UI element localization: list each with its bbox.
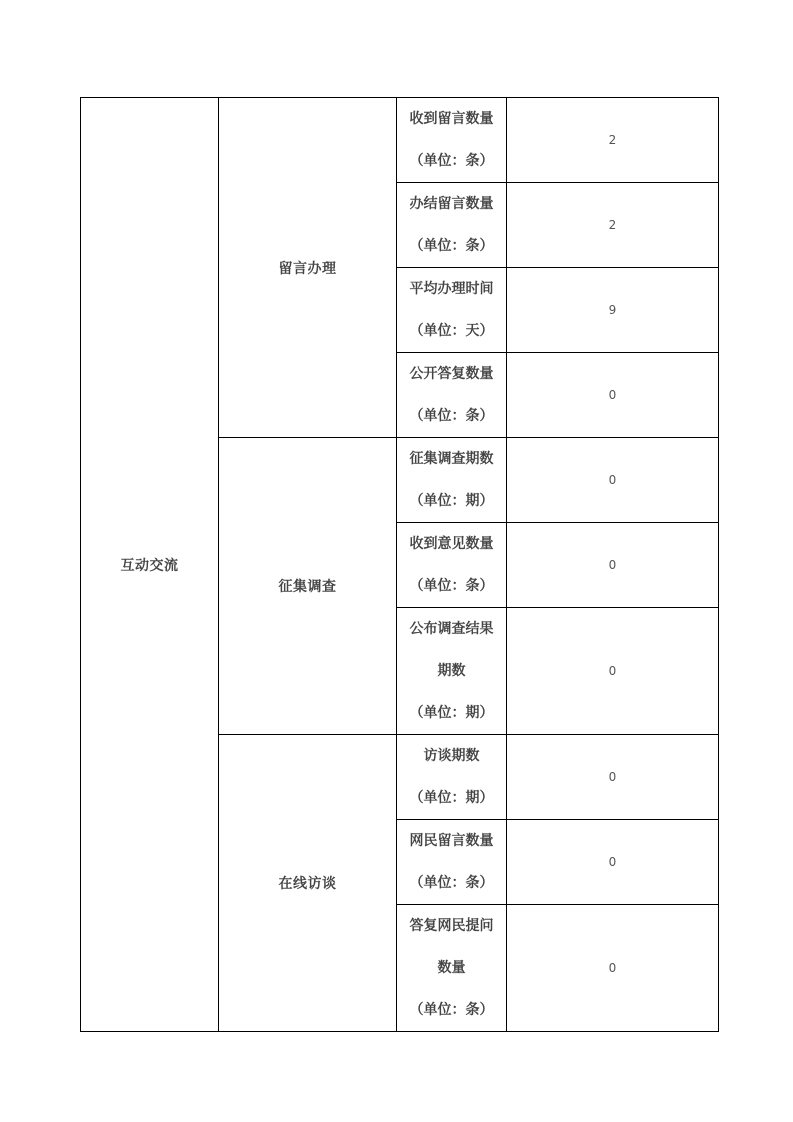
- item-label-cell: [397, 353, 507, 438]
- item-label-cell: [397, 98, 507, 183]
- group-label: 在线访谈: [278, 876, 337, 892]
- item-label-line: 办结留言数量: [409, 196, 494, 212]
- item-label-line: 征集调查期数: [409, 451, 494, 467]
- item-label-line: 数量: [437, 960, 466, 976]
- item-unit-line: （单位：条）: [409, 153, 494, 169]
- table-row: [81, 98, 719, 183]
- item-unit-line: （单位：期）: [409, 493, 494, 509]
- item-label-cell: [397, 183, 507, 268]
- item-label-cell: [397, 820, 507, 905]
- item-label-line: 网民留言数量: [409, 833, 494, 849]
- item-label-line: 收到意见数量: [409, 536, 494, 552]
- item-label-line: 答复网民提问: [409, 918, 494, 934]
- item-label-cell: [397, 523, 507, 608]
- item-label-cell: [397, 268, 507, 353]
- value-cell: 2: [507, 183, 719, 268]
- item-unit-line: （单位：条）: [409, 1002, 494, 1018]
- value-cell: 0: [507, 353, 719, 438]
- value-cell: 0: [507, 905, 719, 1032]
- value-cell: 9: [507, 268, 719, 353]
- interaction-stats-table: [80, 97, 719, 1032]
- item-unit-line: （单位：条）: [409, 408, 494, 424]
- item-label-line: 收到留言数量: [409, 111, 494, 127]
- item-label-line: 公布调查结果: [409, 621, 494, 637]
- item-label-cell: [397, 438, 507, 523]
- group-label: 征集调查: [278, 579, 337, 595]
- value-cell: 0: [507, 523, 719, 608]
- item-label-cell: [397, 608, 507, 735]
- value-cell: 0: [507, 438, 719, 523]
- item-label-line: 平均办理时间: [409, 281, 494, 297]
- group-label: 留言办理: [278, 260, 337, 277]
- item-label-cell: [397, 905, 507, 1032]
- value-cell: 0: [507, 735, 719, 820]
- item-unit-line: （单位：期）: [409, 705, 494, 721]
- category-cell: [81, 98, 219, 1032]
- value-cell: 0: [507, 820, 719, 905]
- item-label-cell: [397, 735, 507, 820]
- item-label-line: 访谈期数: [423, 748, 480, 764]
- item-unit-line: （单位：天）: [409, 323, 494, 339]
- value-cell: 2: [507, 98, 719, 183]
- group-cell: [219, 735, 397, 1032]
- group-cell: [219, 98, 397, 438]
- item-label-line: 期数: [437, 663, 466, 679]
- value-cell: 0: [507, 608, 719, 735]
- item-unit-line: （单位：条）: [409, 238, 494, 254]
- category-label: 互动交流: [120, 557, 179, 574]
- group-cell: [219, 438, 397, 735]
- item-unit-line: （单位：期）: [409, 790, 494, 806]
- item-unit-line: （单位：条）: [409, 875, 494, 891]
- item-label-line: 公开答复数量: [409, 366, 494, 382]
- item-unit-line: （单位：条）: [409, 578, 494, 594]
